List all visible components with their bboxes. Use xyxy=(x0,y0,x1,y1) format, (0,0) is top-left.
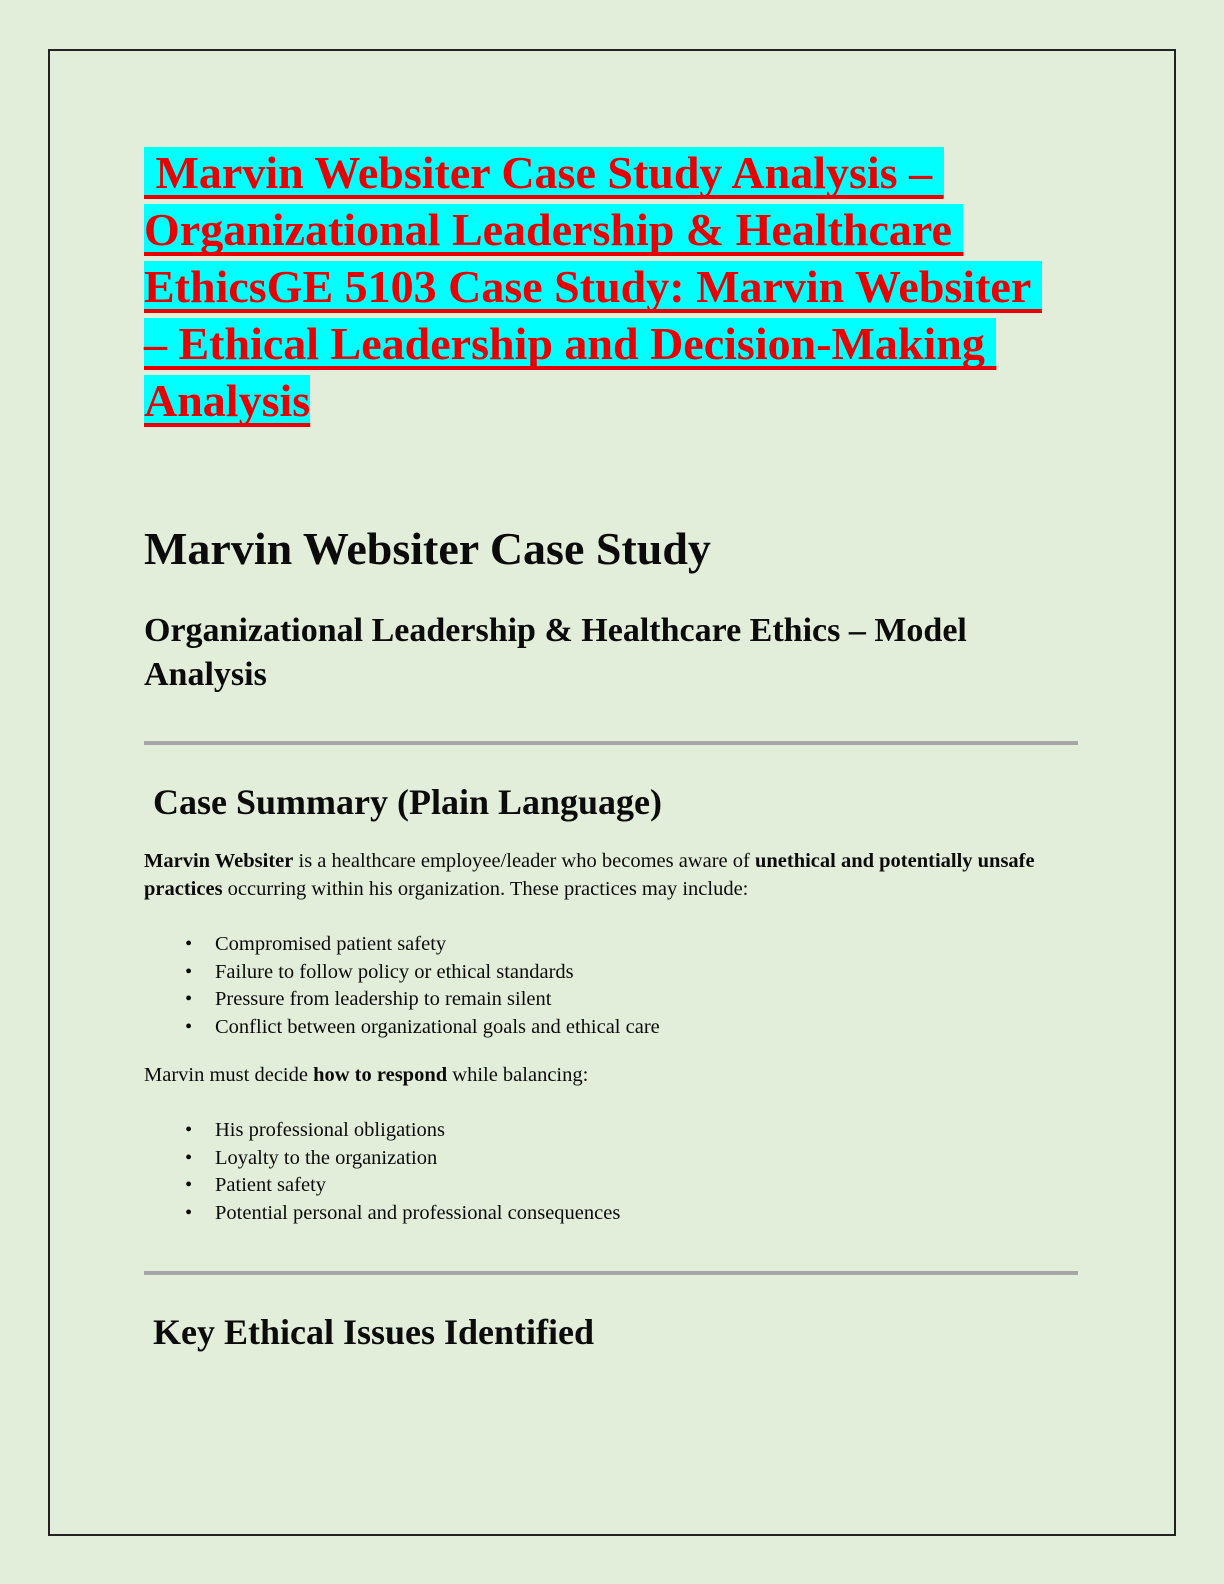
bold-text-run: unethical and potentially unsafe practices xyxy=(144,850,1040,900)
practices-list xyxy=(144,931,1078,1041)
title-line: EthicsGE 5103 Case Study: Marvin Websiter xyxy=(144,261,1042,312)
heading-key-issues: Key Ethical Issues Identified xyxy=(144,1312,595,1352)
text-run: Marvin must decide xyxy=(144,1064,314,1086)
section-divider-bottom xyxy=(144,1271,1078,1275)
list-item: • Patient safety xyxy=(215,1172,1078,1200)
heading-subtitle: Organizational Leadership & Healthcare Ethics – Model Analysis xyxy=(144,612,974,693)
heading-main: Marvin Websiter Case Study xyxy=(144,523,711,574)
bold-text-run: Marvin Websiter xyxy=(144,850,294,872)
list-item: • Conflict between organizational goals and ethical care xyxy=(215,1014,1078,1042)
list-item: • Potential personal and professional consequences xyxy=(215,1200,1078,1228)
heading-case-summary: Case Summary (Plain Language) xyxy=(144,782,663,822)
list-item: • Compromised patient safety xyxy=(215,931,1078,959)
section-divider-top xyxy=(144,741,1078,745)
title-line: Organizational Leadership & Healthcare xyxy=(144,204,964,255)
balancing-intro xyxy=(144,1061,1078,1089)
title-line: Analysis xyxy=(144,375,311,426)
list-item: • Pressure from leadership to remain silent xyxy=(215,986,1078,1014)
title-line: – Ethical Leadership and Decision-Making xyxy=(144,318,997,369)
text-run: occurring within his organization. These practices may include: xyxy=(222,878,749,900)
title-line: Marvin Websiter Case Study Analysis – xyxy=(144,147,944,198)
case-summary-intro xyxy=(144,847,1078,903)
document-title-highlighted xyxy=(144,144,1078,429)
page-border xyxy=(48,49,1176,1536)
list-item: • Failure to follow policy or ethical standards xyxy=(215,959,1078,987)
list-item: • Loyalty to the organization xyxy=(215,1145,1078,1173)
balancing-list xyxy=(144,1117,1078,1227)
list-item: • His professional obligations xyxy=(215,1117,1078,1145)
text-run: is a healthcare employee/leader who becomes aware of xyxy=(293,850,755,872)
bold-text-run: how to respond xyxy=(313,1064,448,1086)
text-run: while balancing: xyxy=(447,1064,589,1086)
